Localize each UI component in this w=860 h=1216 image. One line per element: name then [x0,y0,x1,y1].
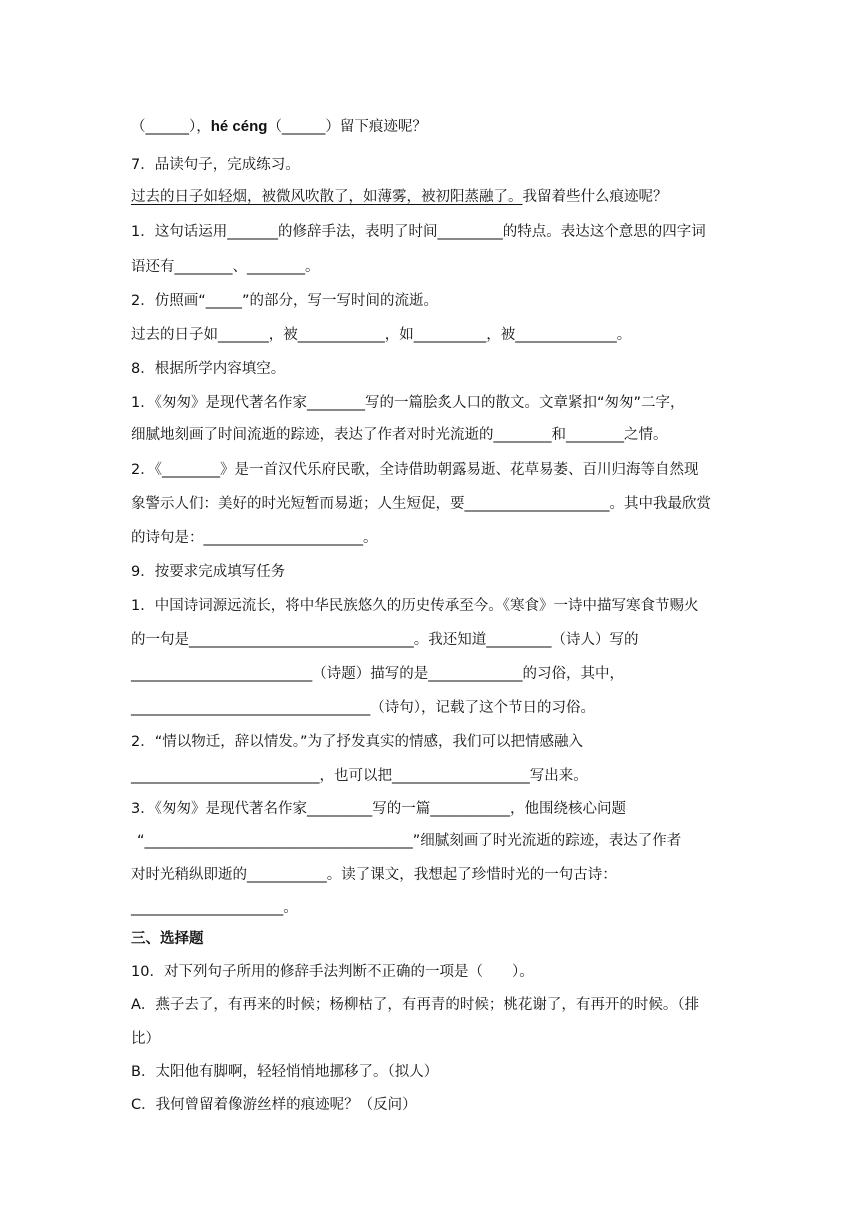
text-line [131,562,760,582]
text-segment: 的诗句是：______________________。 [131,530,378,546]
text-line [131,898,760,918]
text-segment: C．我何曾留着像游丝样的痕迹呢？（反问） [131,1097,417,1113]
text-segment: 8．根据所学内容填空。 [131,361,286,377]
text-segment: hé céng [210,118,268,135]
text-segment: 象警示人们：美好的时光短暂而易逝；人生短促，要____________________。其中我最欣赏 [131,496,711,512]
text-segment: 2．“情以物迁，辞以情发。”为了抒发真实的情感，我们可以把情感融入 [131,734,583,750]
text-line [131,962,760,982]
text-line [131,155,760,175]
text-segment: 7．品读句子，完成练习。 [131,157,300,173]
text-line [131,799,760,819]
text-line [131,359,760,379]
text-segment: B．太阳他有脚啊，轻轻悄悄地挪移了。（拟人） [131,1064,439,1080]
text-line [131,1095,760,1115]
text-segment: 过去的日子如轻烟，被微风吹散了，如薄雾，被初阳蒸融了。 [131,189,523,205]
text-segment: （______）， [131,119,211,135]
text-segment: 1．《匆匆》是现代著名作家________写的一篇脍炙人口的散文。文章紧扣“匆匆”二字， [131,395,685,411]
text-segment: （______）留下痕迹呢？ [267,119,427,135]
text-segment: _________________________（诗题）描写的是_____________的习俗，其中， [131,666,624,682]
section-heading: 三、选择题 [131,931,204,947]
text-line [137,831,760,851]
text-segment: 9．按要求完成填写任务 [131,564,286,580]
text-line [131,222,760,242]
text-segment: __________________________，也可以把___________________写出来。 [131,768,588,784]
text-line [131,528,760,548]
text-line [131,865,760,885]
text-line [131,291,760,311]
text-line [131,494,760,514]
text-line [131,460,760,480]
text-line [131,325,760,345]
text-segment: _________________________________（诗句），记载了这个节日的习俗。 [131,700,595,716]
text-line [131,1062,760,1082]
text-segment: 细腻地刻画了时间流逝的踪迹，表达了作者对时光流逝的________和________之情。 [131,427,668,443]
text-segment: 2．仿照画“_____”的部分，写一写时间的流逝。 [131,293,438,309]
text-segment: 10．对下列句子所用的修辞手法判断不正确的一项是（ ）。 [131,964,534,980]
text-segment: 对时光稍纵即逝的___________。读了课文，我想起了珍惜时光的一句古诗： [131,867,617,883]
text-line [131,664,760,684]
text-segment: “_____________________________________”细腻刻画了时光流逝的踪迹，表达了作者 [137,833,682,849]
text-segment: 1．中国诗词源远流长，将中华民族悠久的历史传承至今。《寒食》一诗中描写寒食节赐火 [131,598,699,614]
text-line [131,732,760,752]
text-line [131,698,760,718]
text-line [131,766,760,786]
text-segment: 语还有________、________。 [131,259,320,275]
text-line [131,1029,760,1049]
text-line [131,596,760,616]
text-segment: 我留着些什么痕迹呢？ [522,189,668,205]
text-line [131,929,760,949]
text-line [131,630,760,650]
text-segment: 过去的日子如_______，被____________，如__________，被______________。 [131,327,632,343]
text-line [131,425,760,445]
text-segment: _____________________。 [131,900,298,916]
text-segment: 1．这句话运用_______的修辞手法，表明了时间_________的特点。表达这个意思的四字词 [131,224,706,240]
text-line [131,257,760,277]
text-line [131,995,760,1015]
text-line [131,393,760,413]
text-segment: 3．《匆匆》是现代著名作家_________写的一篇___________，他围绕核心问题 [131,801,626,817]
text-segment: A．燕子去了，有再来的时候；杨柳枯了，有再青的时候；桃花谢了，有再开的时候。（排 [131,997,700,1013]
text-line [131,117,760,137]
text-segment: 的一句是_______________________________。我还知道_________（诗人）写的 [131,632,639,648]
text-line [131,187,760,207]
text-segment: 比） [131,1031,160,1047]
text-segment: 2．《________》是一首汉代乐府民歌，全诗借助朝露易逝、花草易萎、百川归海等自然现 [131,462,699,478]
